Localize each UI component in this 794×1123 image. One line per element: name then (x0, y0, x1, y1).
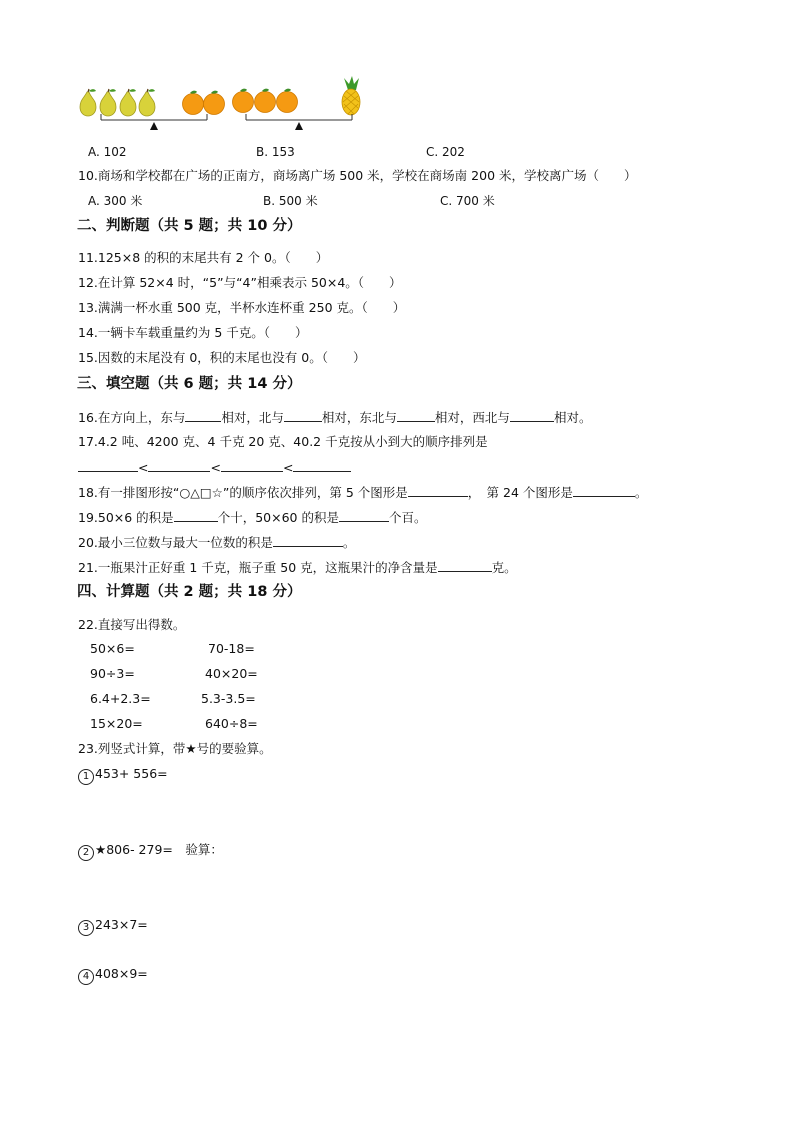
orange-icon (277, 89, 298, 113)
q21-item: 21.一瓶果汁正好重 1 千克，瓶子重 50 克，这瓶果汁的净含量是 克。 (78, 560, 517, 575)
q10-option-c[interactable]: C. 700 米 (440, 194, 495, 208)
q23-item-1: 1 453+ 556= (78, 766, 168, 785)
orange-icon (255, 89, 276, 113)
q9-option-a[interactable]: A. 102 (88, 145, 127, 159)
q22-right-4: 640÷8= (205, 716, 258, 731)
q18-item: 18.有一排图形按“○△□☆”的顺序依次排列，第 5 个图形是 ， 第 24 个图形是 。 (78, 485, 648, 500)
q23-item-4: 4 408×9= (78, 966, 148, 985)
orange-icon (233, 89, 254, 113)
q11-item: 11.125×8 的积的末尾共有 2 个 0。（ ） (78, 250, 329, 265)
q14-item: 14.一辆卡车载重量约为 5 千克。（ ） (78, 325, 308, 340)
q23-item-3: 3 243×7= (78, 917, 148, 936)
q16-blank-2[interactable] (284, 409, 322, 422)
q22-left-1: 50×6= (90, 641, 135, 656)
q23-item-2: 2 ★806- 279= 验算： (78, 842, 223, 861)
q12-item: 12.在计算 52×4 时，“5”与“4”相乘表示 50×4。（ ） (78, 275, 402, 290)
section-2-title: 二、判断题（共 5 题；共 10 分） (77, 218, 302, 234)
section-4-title: 四、计算题（共 2 题；共 18 分） (77, 584, 302, 600)
orange-icon (204, 91, 225, 115)
q16-blank-3[interactable] (397, 409, 435, 422)
q13-item: 13.满满一杯水重 500 克，半杯水连杯重 250 克。（ ） (78, 300, 406, 315)
q21-blank[interactable] (438, 559, 492, 572)
circled-number: 3 (78, 920, 94, 936)
pear-icon (120, 89, 136, 116)
q17-blank-4[interactable] (293, 459, 351, 472)
q19-blank-1[interactable] (174, 509, 218, 522)
q22-right-3: 5.3-3.5= (201, 691, 256, 706)
q17-blank-3[interactable] (221, 459, 283, 472)
q22-left-3: 6.4+2.3= (90, 691, 151, 706)
q17-blank-1[interactable] (78, 459, 138, 472)
circled-number: 2 (78, 845, 94, 861)
q19-item: 19.50×6 的积是 个十，50×60 的积是 个百。 (78, 510, 427, 525)
q22-stem: 22.直接写出得数。 (78, 617, 186, 632)
q10-option-a[interactable]: A. 300 米 (88, 194, 143, 208)
circled-number: 1 (78, 769, 94, 785)
pear-icon (139, 89, 155, 116)
q16-item: 16.在方向上，东与 相对，北与 相对，东北与 相对，西北与 相对。 (78, 410, 592, 425)
q9-option-c[interactable]: C. 202 (426, 145, 465, 159)
section-3-title: 三、填空题（共 6 题；共 14 分） (77, 376, 302, 392)
q20-blank[interactable] (273, 534, 343, 547)
q18-blank-2[interactable] (573, 484, 635, 497)
q16-blank-4[interactable] (510, 409, 554, 422)
q9-option-b[interactable]: B. 153 (256, 145, 295, 159)
q22-left-2: 90÷3= (90, 666, 135, 681)
q10-stem: 10.商场和学校都在广场的正南方，商场离广场 500 米，学校在商场南 200 米，学校离广场（ ） (78, 168, 637, 183)
orange-icon (183, 91, 204, 115)
q19-blank-2[interactable] (339, 509, 389, 522)
q17-answer-row: < < < (78, 459, 351, 476)
q23-stem: 23.列竖式计算，带★号的要验算。 (78, 741, 272, 756)
q20-item: 20.最小三位数与最大一位数的积是 。 (78, 535, 356, 550)
q17-stem: 17.4.2 吨、4200 克、4 千克 20 克、40.2 千克按从小到大的顺序排列是 (78, 434, 488, 449)
q22-left-4: 15×20= (90, 716, 143, 731)
q15-item: 15.因数的末尾没有 0，积的末尾也没有 0。（ ） (78, 350, 366, 365)
q22-right-2: 40×20= (205, 666, 258, 681)
q10-option-b[interactable]: B. 500 米 (263, 194, 318, 208)
q17-blank-2[interactable] (148, 459, 210, 472)
q16-blank-1[interactable] (185, 409, 221, 422)
fruit-balance-illustration (76, 76, 366, 132)
pear-icon (80, 89, 96, 116)
pear-icon (100, 89, 116, 116)
q18-blank-1[interactable] (408, 484, 468, 497)
pineapple-icon (342, 76, 360, 115)
q22-right-1: 70-18= (208, 641, 255, 656)
circled-number: 4 (78, 969, 94, 985)
